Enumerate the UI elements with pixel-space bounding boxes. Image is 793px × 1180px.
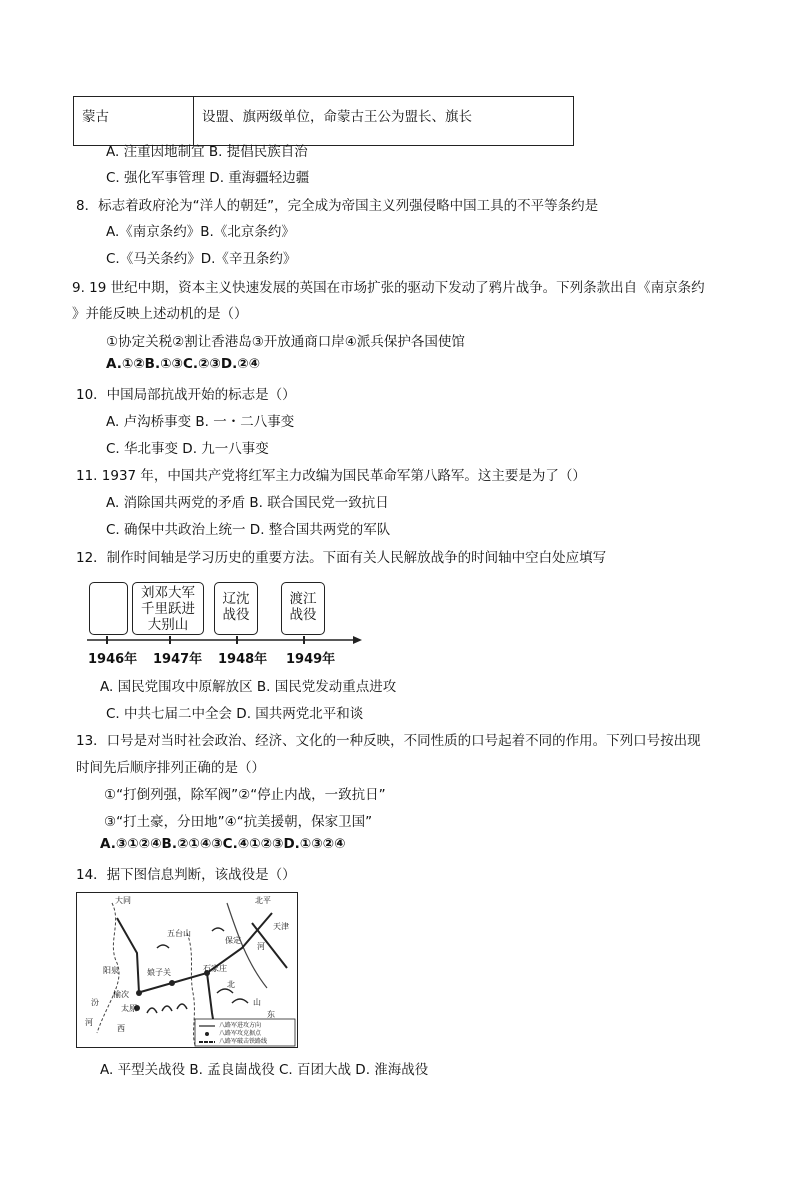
q11-options-line2: C. 确保中共政治上统一 D. 整合国共两党的军队 bbox=[106, 522, 391, 538]
map-label: 娘子关 bbox=[147, 968, 171, 977]
map-label: 北平 bbox=[255, 896, 271, 905]
q10-options-line2: C. 华北事变 D. 九一八事变 bbox=[106, 441, 269, 457]
timeline-axis bbox=[85, 634, 365, 646]
battle-map bbox=[76, 892, 298, 1048]
q13-stem-line1: 13．口号是对当时社会政治、经济、文化的一种反映，不同性质的口号起着不同的作用。下列口号按出现 bbox=[76, 733, 701, 749]
timeline-year: 1947年 bbox=[153, 652, 203, 667]
policy-table bbox=[73, 96, 574, 146]
map-label: 保定 bbox=[225, 936, 241, 945]
timeline-tick bbox=[169, 636, 171, 644]
map-label: 北 bbox=[227, 980, 235, 989]
q9-items: ①协定关税②割让香港岛③开放通商口岸④派兵保护各国使馆 bbox=[106, 334, 465, 350]
q14-options: A. 平型关战役 B. 孟良崮战役 C. 百团大战 D. 淮海战役 bbox=[100, 1062, 429, 1078]
table-row bbox=[74, 97, 574, 146]
q9-stem-line2: 》并能反映上述动机的是（） bbox=[72, 306, 248, 322]
map-label: 五台山 bbox=[167, 929, 191, 938]
q9-stem-line1: 9. 19 世纪中期，资本主义快速发展的英国在市场扩张的驱动下发动了鸦片战争。下列条款出自《南京条约 bbox=[72, 280, 705, 296]
q12-stem: 12．制作时间轴是学习历史的重要方法。下面有关人民解放战争的时间轴中空白处应填写 bbox=[76, 550, 607, 566]
q14-stem: 14．据下图信息判断，该战役是（） bbox=[76, 867, 296, 883]
map-label: 太原 bbox=[121, 1004, 137, 1013]
timeline-box-1949: 渡江 战役 bbox=[281, 582, 325, 635]
q13-options: A.③①②④B.②①④③C.④①②③D.①③②④ bbox=[100, 836, 346, 852]
map-legend-item: 八路军破击铁路线 bbox=[219, 1038, 268, 1045]
q7-options-line1: A. 注重因地制宜 B. 提倡民族自治 bbox=[106, 144, 308, 160]
timeline-box-1947: 刘邓大军 千里跃进 大别山 bbox=[132, 582, 204, 635]
timeline-year: 1949年 bbox=[286, 652, 336, 667]
q8-options-line1: A.《南京条约》B.《北京条约》 bbox=[106, 224, 295, 240]
q11-stem: 11. 1937 年，中国共产党将红军主力改编为国民革命军第八路军。这主要是为了（） bbox=[76, 468, 586, 484]
map-label: 石家庄 bbox=[203, 964, 227, 973]
map-label: 大同 bbox=[115, 896, 131, 905]
timeline-tick bbox=[303, 636, 305, 644]
timeline-year: 1948年 bbox=[218, 652, 268, 667]
timeline-tick bbox=[236, 636, 238, 644]
map-label: 榆次 bbox=[113, 990, 129, 999]
timeline-box-1948: 辽沈 战役 bbox=[214, 582, 258, 635]
timeline-box-blank bbox=[89, 582, 128, 635]
q13-items-line1: ①“打倒列强，除军阀”②“停止内战，一致抗日” bbox=[104, 787, 386, 803]
q13-stem-line2: 时间先后顺序排列正确的是（） bbox=[76, 760, 265, 776]
map-label: 阳泉 bbox=[103, 966, 119, 975]
map-label: 河 bbox=[85, 1018, 93, 1027]
map-legend-item: 八路军进攻方向 bbox=[219, 1022, 262, 1029]
map-legend-item: 八路军攻克据点 bbox=[219, 1030, 262, 1037]
map-label: 汾 bbox=[91, 998, 99, 1007]
q8-options-line2: C.《马关条约》D.《辛丑条约》 bbox=[106, 251, 297, 267]
q12-options-line1: A. 国民党围攻中原解放区 B. 国民党发动重点进攻 bbox=[100, 679, 397, 695]
q10-options-line1: A. 卢沟桥事变 B. 一・二八事变 bbox=[106, 414, 295, 430]
q12-options-line2: C. 中共七届二中全会 D. 国共两党北平和谈 bbox=[106, 706, 364, 722]
q8-stem: 8．标志着政府沦为“洋人的朝廷”，完全成为帝国主义列强侵略中国工具的不平等条约是 bbox=[76, 198, 599, 214]
map-label: 山 bbox=[253, 998, 261, 1007]
map-label: 天津 bbox=[273, 922, 289, 931]
map-label: 东 bbox=[267, 1010, 275, 1019]
q9-options: A.①②B.①③C.②③D.②④ bbox=[106, 356, 261, 372]
timeline-tick bbox=[106, 636, 108, 644]
q11-options-line1: A. 消除国共两党的矛盾 B. 联合国民党一致抗日 bbox=[106, 495, 389, 511]
table-cell-region: 蒙古 bbox=[74, 97, 194, 146]
q7-options-line2: C. 强化军事管理 D. 重海疆轻边疆 bbox=[106, 170, 310, 186]
map-label: 河 bbox=[257, 942, 265, 951]
q10-stem: 10．中国局部抗战开始的标志是（） bbox=[76, 387, 296, 403]
map-label: 西 bbox=[117, 1024, 125, 1033]
timeline-year: 1946年 bbox=[88, 652, 138, 667]
q13-items-line2: ③“打土豪，分田地”④“抗美援朝，保家卫国” bbox=[104, 814, 373, 830]
table-cell-policy: 设盟、旗两级单位，命蒙古王公为盟长、旗长 bbox=[194, 97, 574, 146]
